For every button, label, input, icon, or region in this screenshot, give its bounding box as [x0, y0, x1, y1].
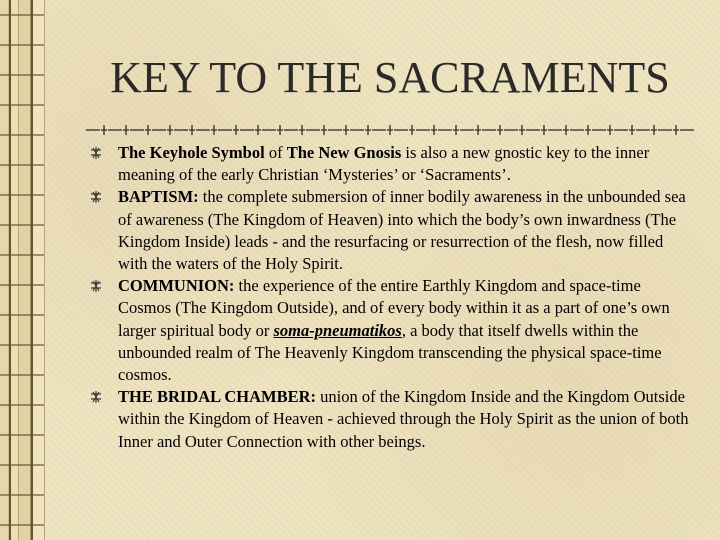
left-decorative-border	[0, 0, 45, 540]
bullet-text: of	[264, 143, 287, 162]
bullet-item	[90, 186, 696, 275]
border-rule	[31, 0, 33, 540]
bullet-item	[90, 275, 696, 386]
bullet-bold: The Keyhole Symbol	[118, 143, 265, 162]
bullet-text: union of the Kingdom Inside and the Kingdom Outside within the Kingdom of Heaven - achieved through the Holy Spirit as the union of both Inner and Outer Connection with other beings.	[118, 387, 689, 451]
bullet-text: the experience of the entire Earthly Kingdom and space-time Cosmos (The Kingdom Outside), and of every body within it as a part of one’s own larger spiritual body or	[118, 276, 670, 340]
bullet-bold: The New Gnosis	[286, 143, 402, 162]
bullet-bold: COMMUNION:	[118, 276, 235, 296]
bullet-text: is also a new gnostic key to the inner meaning of the early Christian ‘Mysteries’ or ‘Sacraments’.	[118, 143, 650, 185]
ornamental-cross-bullet-icon	[90, 279, 102, 293]
slide-title: KEY TO THE SACRAMENTS	[110, 53, 670, 102]
border-rule	[9, 0, 11, 540]
ornamental-cross-bullet-icon	[90, 390, 102, 404]
bullet-list	[90, 142, 696, 453]
bullet-emphasis: soma-pneumatikos	[273, 320, 402, 340]
ornamental-cross-bullet-icon	[90, 190, 102, 204]
bullet-bold: THE BRIDAL CHAMBER:	[118, 387, 317, 407]
ornamental-cross-bullet-icon	[90, 146, 102, 160]
bullet-text: the complete submersion of inner bodily awareness in the unbounded sea of awareness (The Kingdom of Heaven) into which the body’s own inwardness (The Kingdom Inside) leads - and the resurfacing or resurrection of the flesh, now filled with the waters of the Holy Spirit.	[118, 187, 686, 274]
bullet-text: , a body that itself dwells within the unbounded realm of The Heavenly Kingdom transcending the physical space-time cosmos.	[118, 320, 662, 385]
bullet-bold: BAPTISM:	[118, 187, 199, 207]
bullet-item	[90, 386, 696, 453]
title-divider	[86, 124, 696, 136]
bullet-item	[90, 142, 696, 186]
